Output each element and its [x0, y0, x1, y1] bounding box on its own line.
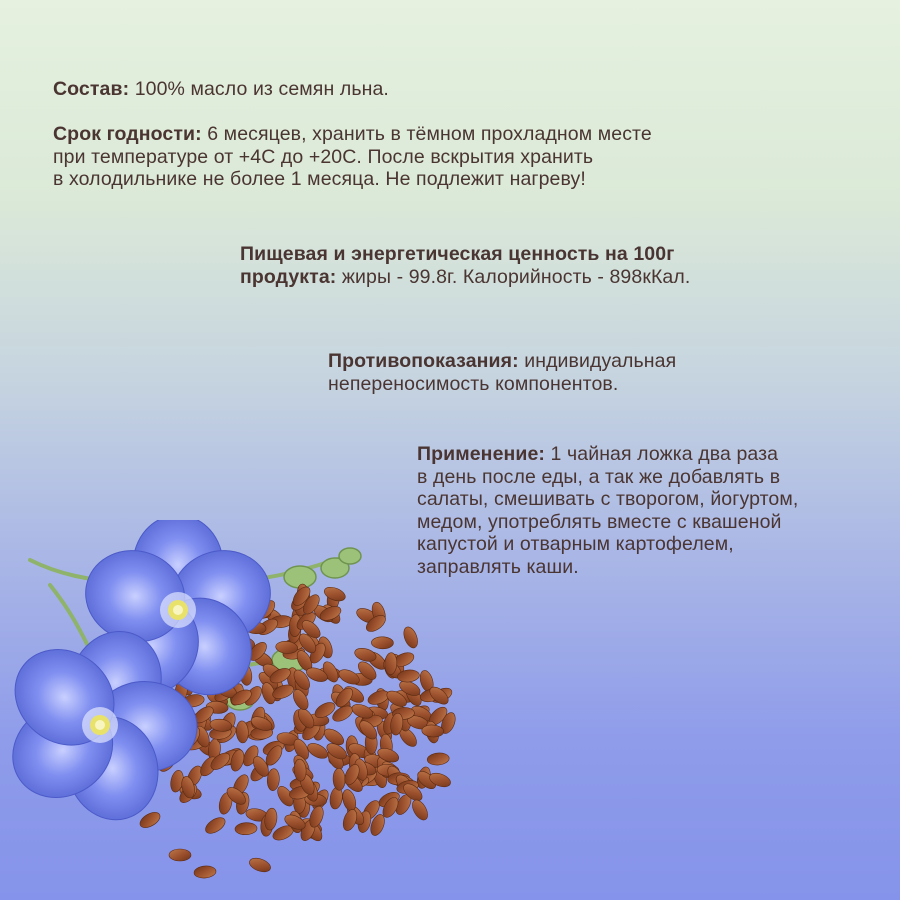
- nutrition-label: продукта:: [240, 265, 337, 288]
- contraindications-text-1: индивидуальная: [518, 350, 677, 372]
- flax-seed: [371, 637, 393, 649]
- flax-seed: [333, 768, 346, 790]
- nutrition-text: жиры - 99.8г. Калорийность - 898кКал.: [336, 265, 691, 288]
- flax-flowers-and-seeds-image: [0, 520, 480, 900]
- composition-label: Состав:: [53, 78, 130, 100]
- flax-seed: [248, 856, 273, 875]
- usage-text-1: 1 чайная ложка два раза: [545, 443, 779, 465]
- nutrition-section: [240, 243, 690, 288]
- shelf-life-text-2: при температуре от +4С до +20С. После вскрытия хранить: [53, 145, 594, 168]
- flax-seed: [194, 865, 217, 879]
- composition-section: [53, 78, 389, 101]
- flax-seed: [401, 625, 420, 650]
- contraindications-text-2: непереносимость компонентов.: [328, 372, 619, 395]
- flax-seed: [409, 797, 430, 822]
- flax-seed: [235, 822, 258, 835]
- usage-text-2: в день после еды, а так же добавлять в: [417, 465, 781, 488]
- nutrition-heading: Пищевая и энергетическая ценность на 100г: [240, 243, 675, 265]
- flax-seed: [421, 724, 444, 738]
- usage-text-6: заправлять каши.: [417, 555, 579, 578]
- usage-text-4: медом, употреблять вместе с квашеной: [417, 510, 782, 533]
- shelf-life-text-1: 6 месяцев, хранить в тёмном прохладном месте: [201, 123, 652, 145]
- flax-seed: [203, 814, 228, 836]
- usage-label: Применение:: [417, 443, 546, 465]
- shelf-life-section: [53, 123, 652, 191]
- shelf-life-text-3: в холодильнике не более 1 месяца. Не подлежит нагреву!: [53, 168, 586, 190]
- usage-text-5: капустой и отварным картофелем,: [417, 533, 734, 555]
- contraindications-label: Противопоказания:: [328, 350, 519, 372]
- composition-text: 100% масло из семян льна.: [129, 78, 389, 100]
- contraindications-section: [328, 350, 676, 395]
- flax-seed: [169, 849, 191, 861]
- usage-text-3: салаты, смешивать с творогом, йогуртом,: [417, 488, 799, 510]
- shelf-life-label: Срок годности:: [53, 123, 202, 145]
- flax-seed: [305, 740, 330, 761]
- flax-seed: [137, 809, 162, 830]
- flax-seed: [427, 752, 450, 766]
